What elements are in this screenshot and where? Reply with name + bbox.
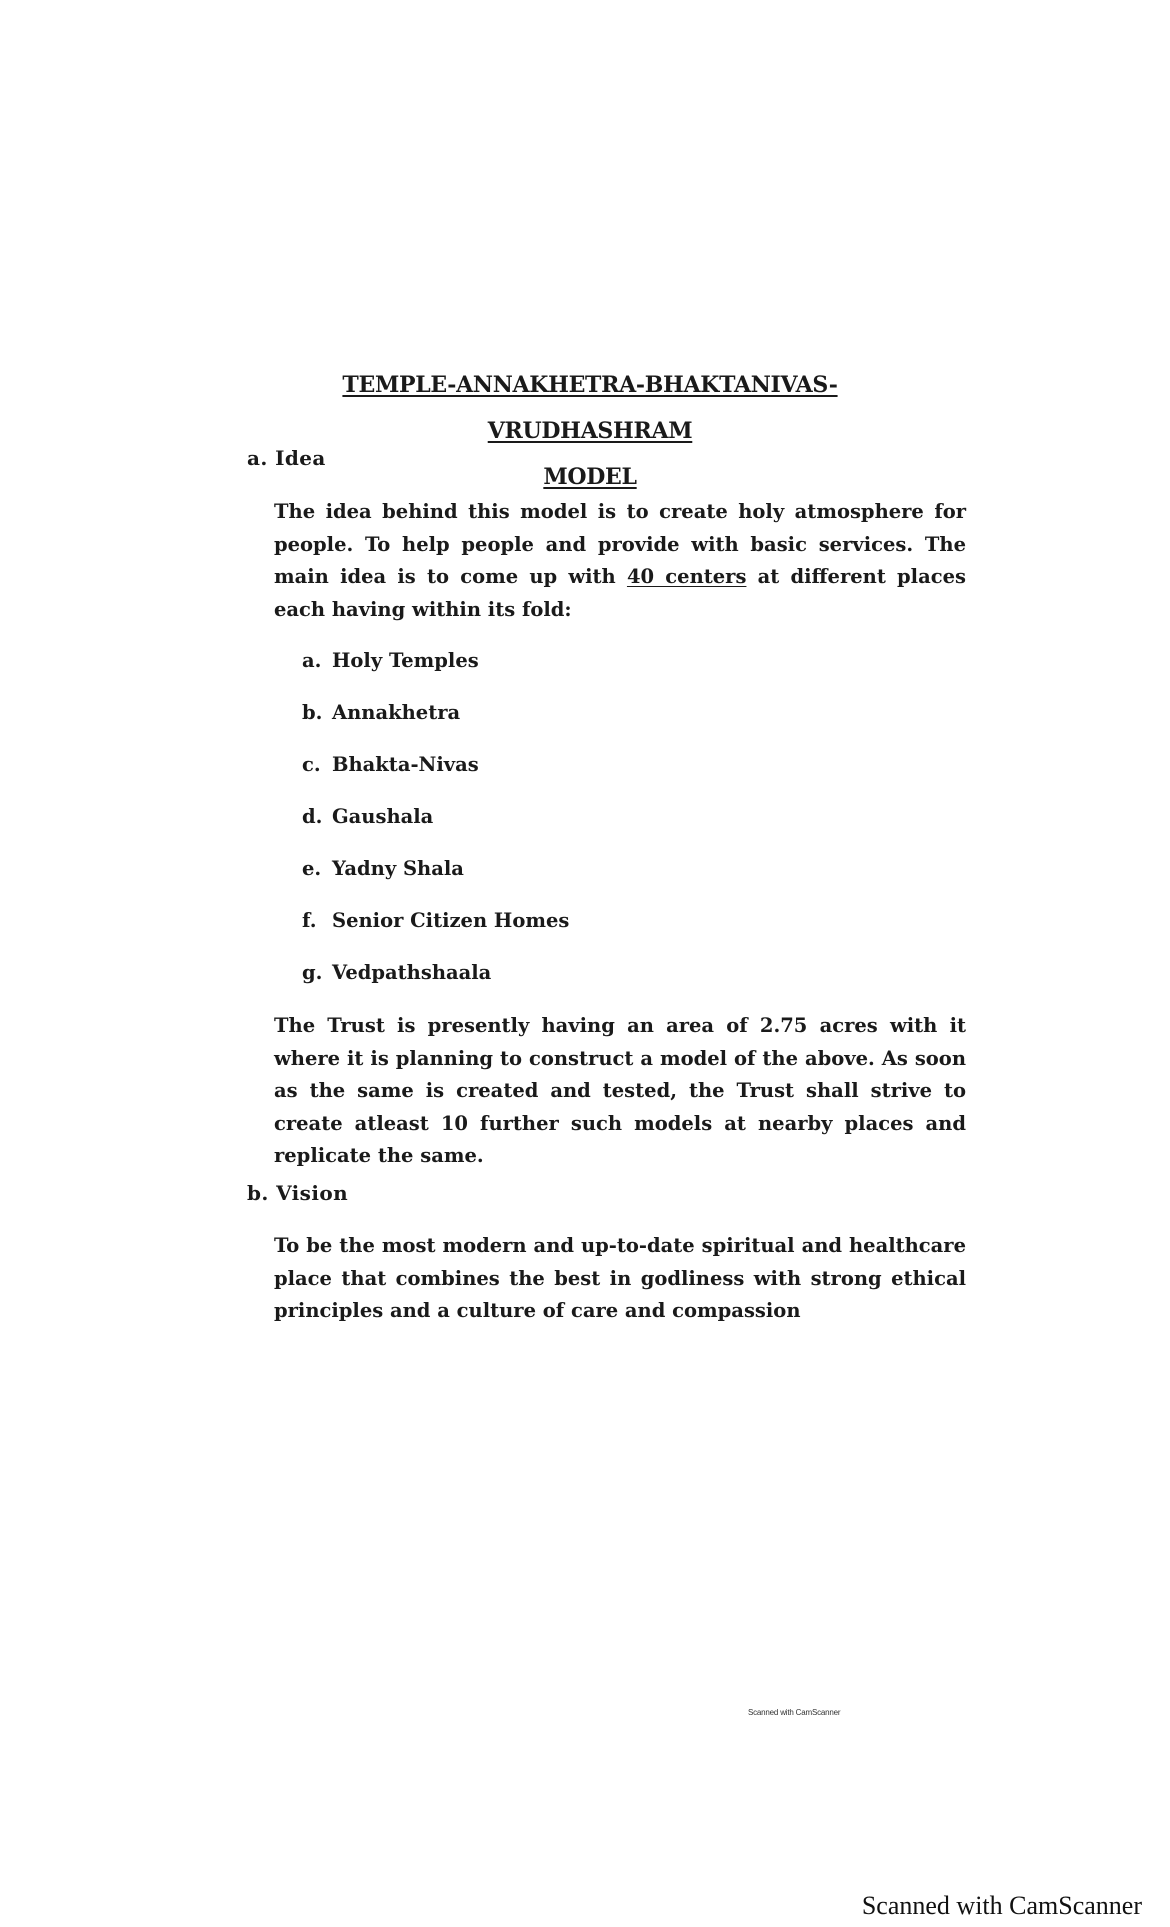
list-item bbox=[302, 856, 569, 908]
list-item bbox=[302, 908, 569, 960]
list-item bbox=[302, 804, 569, 856]
title-line-2: MODEL bbox=[543, 464, 637, 490]
para1-start: The idea behind this model is to create holy atmosphere for people. To help people and provide with basic services. The main idea is to come up with bbox=[274, 500, 966, 588]
list-label: Bhakta-Nivas bbox=[332, 753, 479, 776]
list-marker: b. bbox=[302, 701, 323, 724]
camscanner-watermark-large: Scanned with CamScanner bbox=[861, 1891, 1142, 1920]
section-a-heading: a. Idea bbox=[247, 446, 326, 470]
section-b-heading: b. Vision bbox=[247, 1181, 349, 1205]
list-marker: f. bbox=[302, 909, 317, 932]
list-item bbox=[302, 648, 569, 700]
list-marker: c. bbox=[302, 753, 321, 776]
list-item bbox=[302, 752, 569, 804]
list-marker: e. bbox=[302, 857, 322, 880]
list-marker: d. bbox=[302, 805, 323, 828]
section-b-paragraph: To be the most modern and up-to-date spiritual and healthcare place that combines the best in godliness with strong ethical principles and a culture of care and compassion bbox=[274, 1234, 966, 1322]
list-marker: a. bbox=[302, 649, 322, 672]
list-item bbox=[302, 700, 569, 752]
list-label: Annakhetra bbox=[332, 701, 461, 724]
title-line-1: TEMPLE-ANNAKHETRA-BHAKTANIVAS-VRUDHASHRAM bbox=[342, 372, 838, 444]
list-label: Holy Temples bbox=[332, 649, 479, 672]
section-a-paragraph-1 bbox=[274, 496, 966, 626]
section-a-paragraph-2: The Trust is presently having an area of 2.75 acres with it where it is planning to construct a model of the above. As soon as the same is created and tested, the Trust shall strive to create atleast 10 further such models at nearby places and replicate the same. bbox=[274, 1014, 966, 1167]
document-title bbox=[270, 362, 910, 500]
list-label: Yadny Shala bbox=[332, 857, 464, 880]
list-label: Senior Citizen Homes bbox=[332, 909, 570, 932]
para1-end: at different places each having within its fold: bbox=[274, 565, 966, 621]
list-item bbox=[302, 960, 569, 1012]
camscanner-watermark-small: Scanned with CamScanner bbox=[748, 1708, 841, 1717]
list-marker: g. bbox=[302, 961, 323, 984]
facility-list bbox=[302, 648, 569, 1012]
para1-bold-centers: 40 centers bbox=[626, 565, 747, 588]
list-label: Vedpathshaala bbox=[332, 961, 492, 984]
list-label: Gaushala bbox=[332, 805, 434, 828]
